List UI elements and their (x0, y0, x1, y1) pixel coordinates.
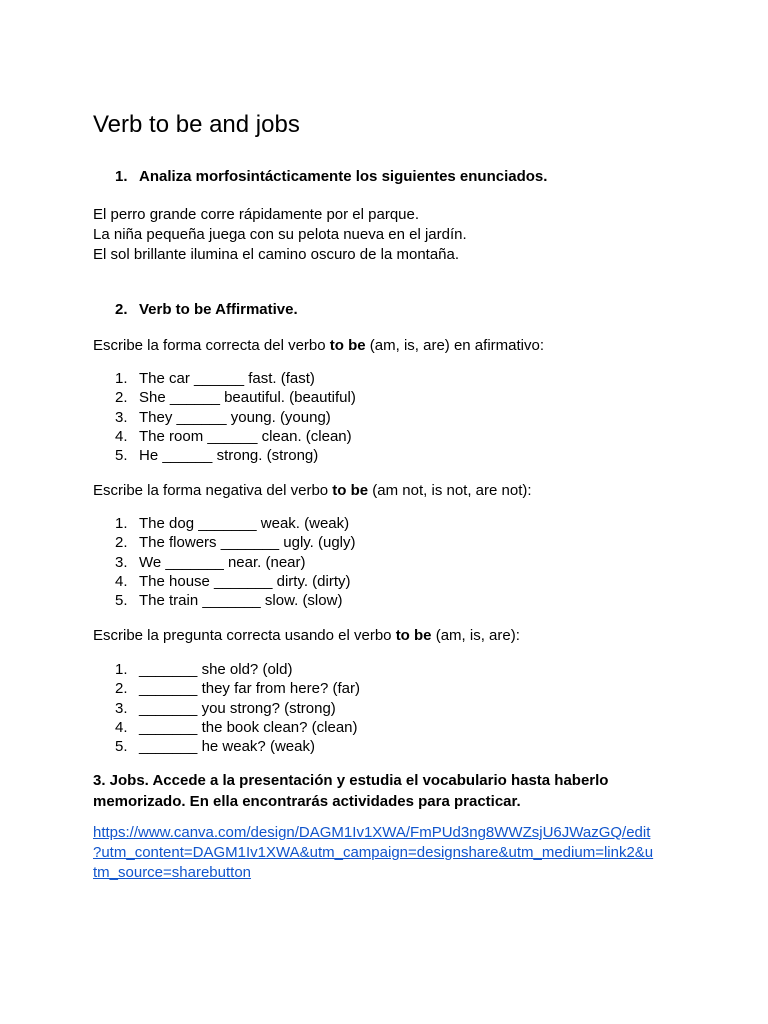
list-item: 4. The house _______ dirty. (dirty) (115, 572, 351, 590)
list-item: 3. They ______ young. (young) (115, 408, 331, 426)
negative-list (93, 514, 356, 610)
section-2-heading (115, 301, 298, 318)
list-item: 5. He ______ strong. (strong) (115, 447, 319, 464)
instruction-bold: to be (395, 627, 432, 644)
page-title: Verb to be and jobs (93, 111, 300, 138)
sentence-1: El perro grande corre rápidamente por el parque. (93, 206, 420, 223)
section-3-line-1: 3. Jobs. Accede a la presentación y estudia el vocabulario hasta haberlo (93, 772, 609, 789)
canva-presentation-link[interactable] (93, 823, 683, 883)
link-line-3[interactable]: tm_source=sharebutton (93, 864, 252, 881)
section-1-sentences (93, 205, 467, 265)
list-item: 2. She ______ beautiful. (beautiful) (115, 389, 356, 407)
section-3-line-2: memorizado. En ella encontrarás actividades para practicar. (93, 793, 521, 810)
section-2-heading-text: Verb to be Affirmative. (139, 301, 298, 318)
list-item: 1. _______ she old? (old) (115, 661, 293, 678)
section-2-number: 2. (115, 301, 128, 318)
instruction-text: Escribe la forma correcta del verbo (93, 337, 330, 354)
list-item: 5. _______ he weak? (weak) (115, 738, 315, 755)
instruction-text: Escribe la forma negativa del verbo (93, 482, 333, 499)
list-item: 4. The room ______ clean. (clean) (115, 427, 352, 445)
list-item: 1. The dog _______ weak. (weak) (115, 515, 350, 532)
list-item: 3. We _______ near. (near) (115, 553, 306, 571)
list-item: 1. The car ______ fast. (fast) (115, 370, 315, 387)
question-instruction (93, 626, 520, 646)
section-1-number: 1. (115, 168, 128, 185)
list-item: 4. _______ the book clean? (clean) (115, 718, 358, 736)
section-3-heading (93, 770, 683, 812)
link-line-2[interactable]: ?utm_content=DAGM1Iv1XWA&utm_campaign=designshare&utm_medium=link2&u (93, 844, 654, 861)
list-item: 2. _______ they far from here? (far) (115, 680, 360, 698)
instruction-bold: to be (329, 337, 366, 354)
question-list (93, 660, 360, 756)
section-1-heading (115, 168, 547, 185)
list-item: 5. The train _______ slow. (slow) (115, 592, 343, 609)
list-item: 3. _______ you strong? (strong) (115, 699, 336, 717)
affirmative-list (93, 369, 356, 465)
instruction-text: (am, is, are): (431, 627, 520, 644)
instruction-text: (am not, is not, are not): (368, 482, 532, 499)
sentence-2: La niña pequeña juega con su pelota nueva en el jardín. (93, 226, 467, 243)
instruction-text: (am, is, are) en afirmativo: (365, 337, 544, 354)
list-item: 2. The flowers _______ ugly. (ugly) (115, 534, 356, 552)
instruction-bold: to be (332, 482, 369, 499)
section-1-heading-text: Analiza morfosintácticamente los siguientes enunciados. (139, 168, 548, 185)
affirmative-instruction (93, 336, 544, 356)
link-line-1[interactable]: https://www.canva.com/design/DAGM1Iv1XWA/FmPUd3ng8WWZsjU6JWazGQ/edit (93, 824, 651, 841)
sentence-3: El sol brillante ilumina el camino oscuro de la montaña. (93, 246, 460, 263)
negative-instruction (93, 481, 532, 501)
instruction-text: Escribe la pregunta correcta usando el verbo (93, 627, 396, 644)
